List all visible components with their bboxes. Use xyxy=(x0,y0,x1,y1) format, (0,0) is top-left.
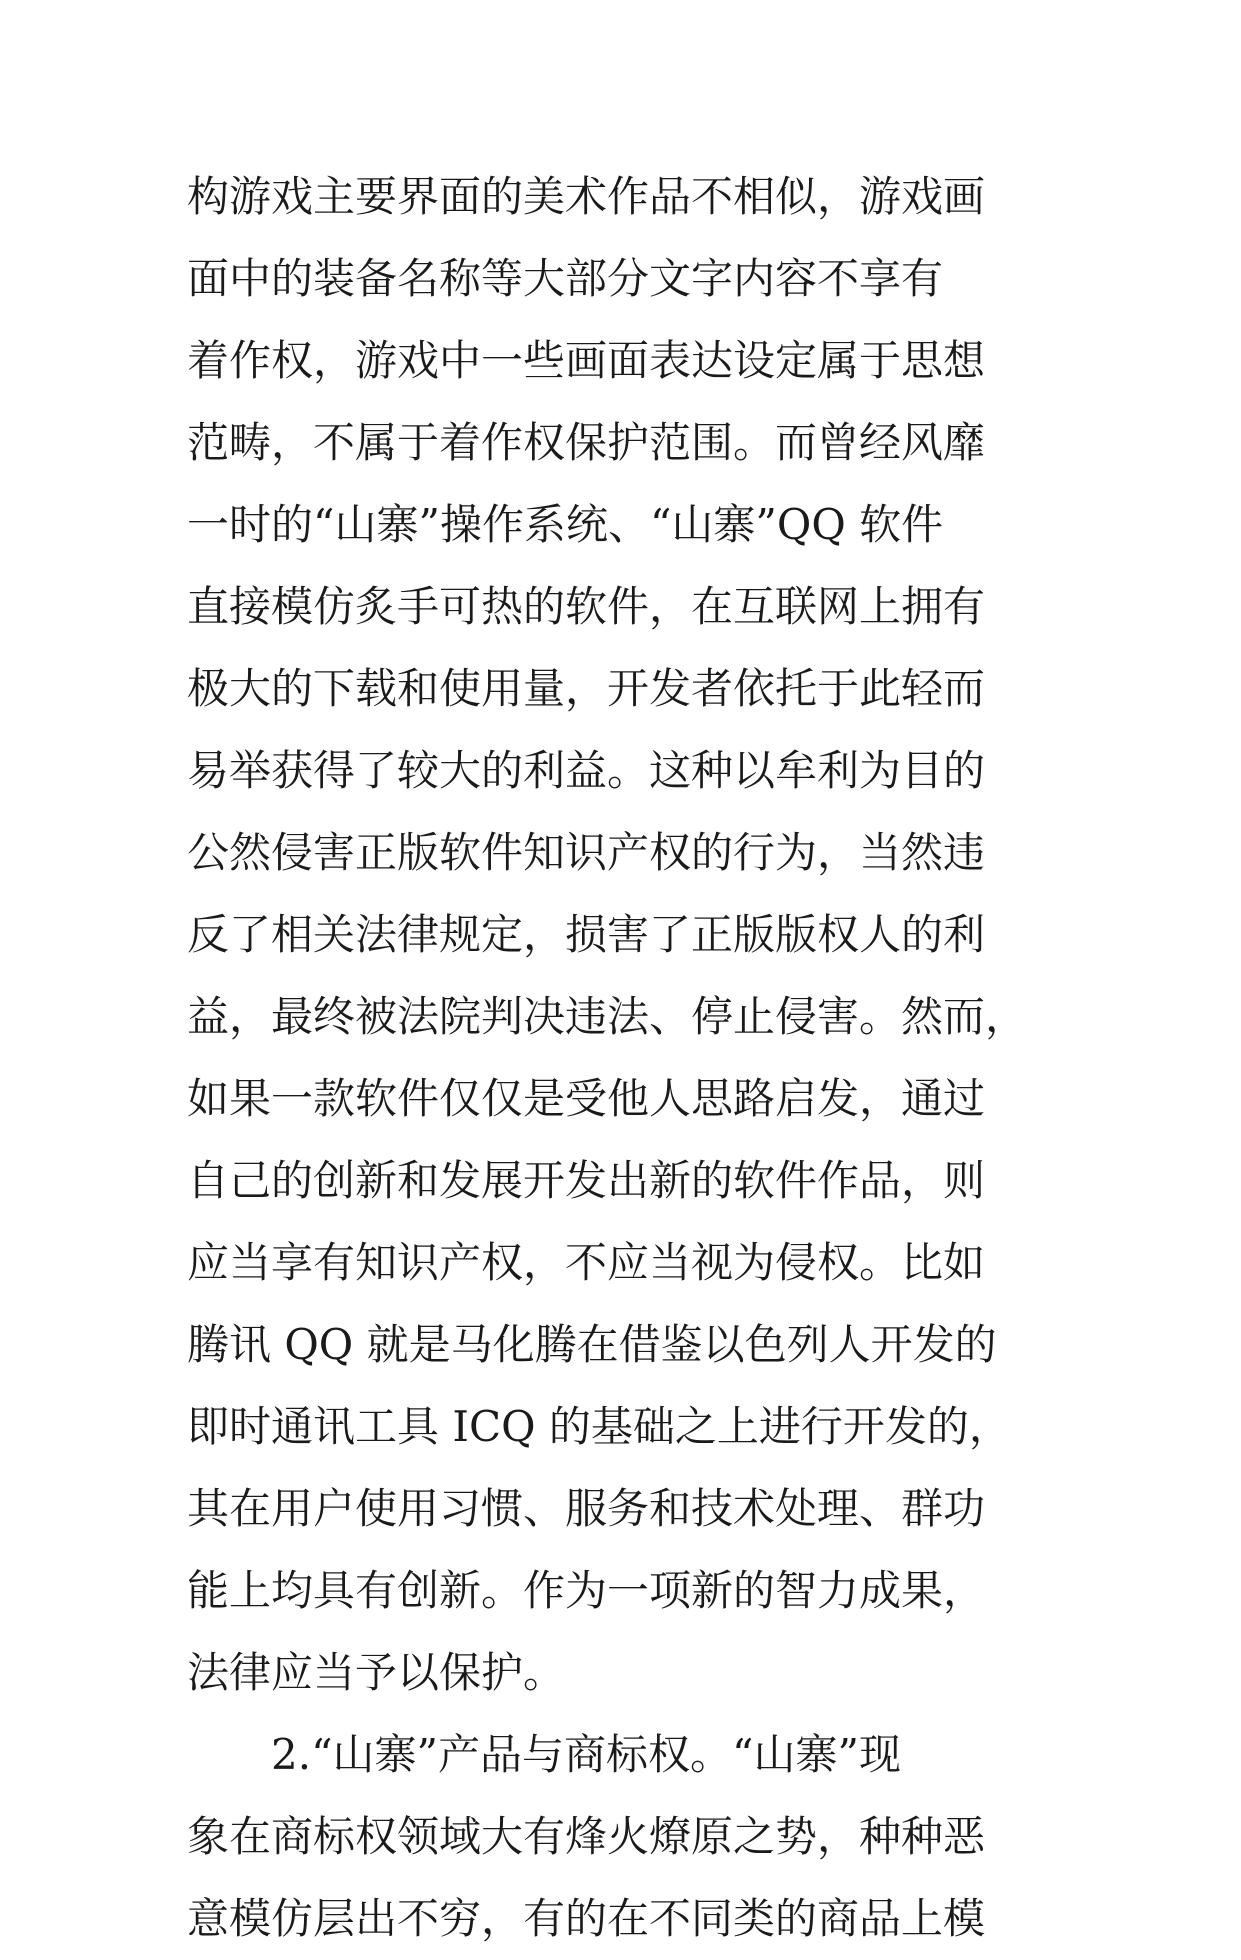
text-line: 其在用户使用习惯、服务和技术处理、群功 xyxy=(187,1484,986,1533)
text-line: 公然侵害正版软件知识产权的行为，当然违 xyxy=(187,828,986,877)
text-line: 应当享有知识产权，不应当视为侵权。比如 xyxy=(187,1238,986,1287)
text-line: 面中的装备名称等大部分文字内容不享有 xyxy=(187,254,944,303)
paragraph-start-line: 2.“山寨”产品与商标权。“山寨”现 xyxy=(271,1730,901,1779)
text-line: 范畴，不属于着作权保护范围。而曾经风靡 xyxy=(187,418,986,467)
text-line: 一时的“山寨”操作系统、“山寨”QQ 软件 xyxy=(187,500,944,549)
text-line: 腾讯 QQ 就是马化腾在借鉴以色列人开发的 xyxy=(187,1320,997,1369)
text-line: 法律应当予以保护。 xyxy=(187,1648,566,1697)
text-line: 极大的下载和使用量，开发者依托于此轻而 xyxy=(187,664,986,713)
text-line: 象在商标权领域大有烽火燎原之势，种种恶 xyxy=(187,1812,986,1861)
body-text xyxy=(187,156,1067,1960)
text-line: 能上均具有创新。作为一项新的智力成果， xyxy=(187,1566,986,1615)
text-line: 直接模仿炙手可热的软件，在互联网上拥有 xyxy=(187,582,986,631)
text-line: 构游戏主要界面的美术作品不相似，游戏画 xyxy=(187,172,986,221)
text-line: 意模仿层出不穷，有的在不同类的商品上模 xyxy=(187,1894,986,1943)
text-line: 即时通讯工具 ICQ 的基础之上进行开发的， xyxy=(187,1402,1011,1451)
text-line: 自己的创新和发展开发出新的软件作品，则 xyxy=(187,1156,986,1205)
text-line: 易举获得了较大的利益。这种以牟利为目的 xyxy=(187,746,986,795)
text-line: 反了相关法律规定，损害了正版版权人的利 xyxy=(187,910,986,959)
text-line: 益，最终被法院判决违法、停止侵害。然而， xyxy=(187,992,1028,1041)
text-line: 如果一款软件仅仅是受他人思路启发，通过 xyxy=(187,1074,986,1123)
text-line: 着作权，游戏中一些画面表达设定属于思想 xyxy=(187,336,986,385)
